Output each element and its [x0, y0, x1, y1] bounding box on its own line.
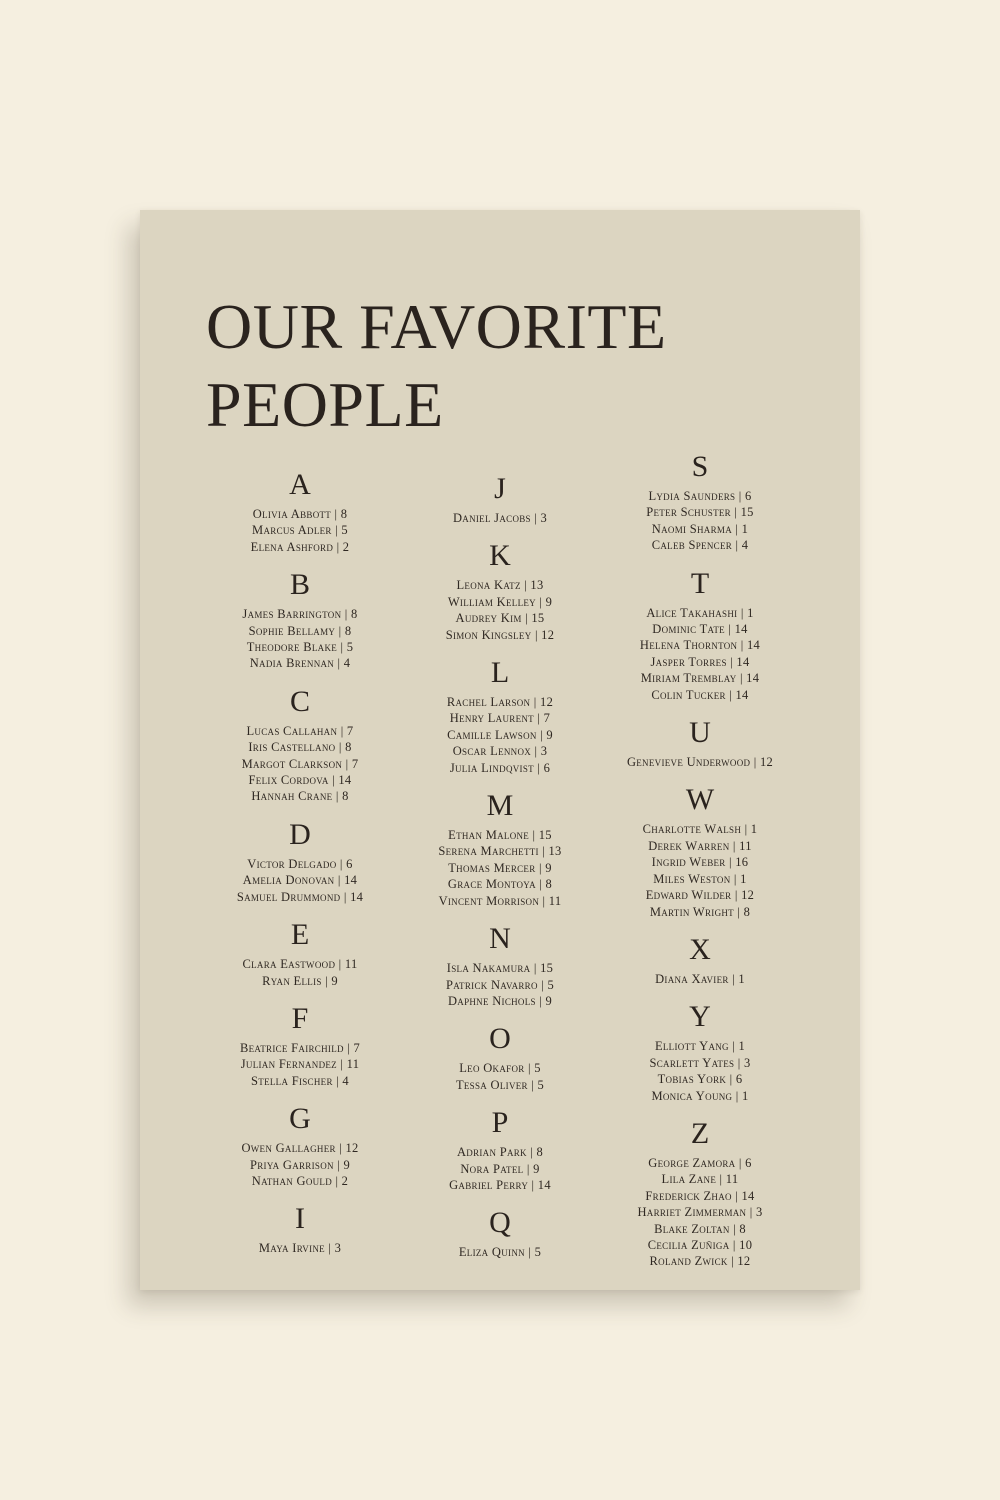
- guest-entry: Naomi Sharma | 1: [651, 521, 749, 536]
- group-letter: I: [295, 1202, 305, 1236]
- guest-entry: Camille Lawson | 9: [447, 727, 553, 742]
- guest-entry: Henry Laurent | 7: [449, 711, 551, 726]
- group-letter: J: [494, 472, 506, 505]
- guest-entry: Margot Clarkson | 7: [241, 756, 359, 771]
- group-letter: F: [291, 1001, 309, 1035]
- group-letter: K: [489, 539, 511, 573]
- group-letter: E: [290, 918, 310, 952]
- seating-chart-poster: [140, 210, 860, 1290]
- guest-entry: Grace Montoya | 8: [447, 877, 553, 892]
- guest-entry: Lucas Callahan | 7: [246, 723, 354, 738]
- guest-entry: Theodore Blake | 5: [246, 640, 354, 655]
- guest-entry: Ingrid Weber | 16: [651, 855, 749, 870]
- guest-entry: Adrian Park | 8: [456, 1145, 544, 1160]
- guest-entry: Hannah Crane | 8: [251, 789, 349, 804]
- guest-entry: Diana Xavier | 1: [655, 971, 745, 986]
- guest-entry: Roland Zwick | 12: [649, 1254, 751, 1269]
- guest-entry: Genevieve Underwood | 12: [626, 755, 774, 770]
- guest-entry: Audrey Kim | 15: [455, 611, 545, 626]
- guest-entry: Isla Nakamura | 15: [446, 961, 554, 976]
- name-list: [580, 971, 820, 987]
- guest-entry: Thomas Mercer | 9: [448, 860, 552, 875]
- guest-entry: Serena Marchetti | 13: [438, 844, 562, 859]
- group-letter: T: [690, 566, 710, 600]
- group-letter: M: [486, 789, 514, 823]
- guest-entry: Oscar Lennox | 3: [452, 744, 548, 759]
- guest-entry: Rachel Larson | 12: [446, 695, 554, 710]
- group-letter: S: [691, 450, 709, 483]
- name-list: [580, 1038, 820, 1104]
- guest-entry: Amelia Donovan | 14: [242, 873, 358, 888]
- title-line-1: OUR FAVORITE: [206, 291, 667, 362]
- group-letter: W: [685, 783, 715, 817]
- group-letter: O: [489, 1022, 511, 1056]
- guest-entry: Jasper Torres | 14: [650, 654, 750, 669]
- group-letter: N: [489, 922, 511, 956]
- group-letter: Y: [689, 1000, 711, 1034]
- guest-entry: Miriam Tremblay | 14: [640, 671, 760, 686]
- guest-entry: Tessa Oliver | 5: [455, 1077, 545, 1092]
- guest-entry: Nora Patel | 9: [460, 1161, 540, 1176]
- name-list: [580, 1155, 820, 1270]
- names-column-3: [580, 450, 820, 1270]
- guest-entry: Ethan Malone | 15: [448, 828, 552, 843]
- guest-entry: Nadia Brennan | 4: [249, 656, 351, 671]
- group-letter: L: [490, 656, 510, 690]
- guest-entry: Priya Garrison | 9: [249, 1157, 350, 1172]
- name-list: [580, 821, 820, 919]
- guest-entry: George Zamora | 6: [648, 1155, 752, 1170]
- guest-entry: Marcus Adler | 5: [252, 523, 348, 538]
- letter-group: [580, 450, 820, 554]
- guest-entry: Leona Katz | 13: [456, 578, 544, 593]
- letter-group: [580, 567, 820, 703]
- guest-entry: Elliott Yang | 1: [654, 1039, 746, 1054]
- guest-entry: Cecilia Zuñiga | 10: [647, 1237, 753, 1252]
- guest-entry: Tobias York | 6: [657, 1072, 743, 1087]
- group-letter: Q: [489, 1206, 511, 1240]
- group-letter: D: [289, 817, 311, 851]
- guest-entry: Victor Delgado | 6: [247, 856, 353, 871]
- guest-entry: Daphne Nichols | 9: [447, 993, 553, 1008]
- guest-entry: Dominic Tate | 14: [652, 622, 748, 637]
- guest-entry: Lydia Saunders | 6: [648, 489, 752, 503]
- guest-entry: Derek Warren | 11: [648, 838, 752, 853]
- guest-entry: Edward Wilder | 12: [645, 888, 755, 903]
- guest-entry: Maya Irvine | 3: [258, 1241, 342, 1256]
- group-letter: Z: [690, 1116, 710, 1150]
- poster-title: [206, 288, 667, 444]
- guest-entry: Beatrice Fairchild | 7: [239, 1040, 360, 1055]
- guest-entry: Julian Fernandez | 11: [240, 1057, 360, 1072]
- guest-entry: Daniel Jacobs | 3: [452, 511, 548, 525]
- guest-entry: Charlotte Walsh | 1: [642, 822, 758, 837]
- guest-entry: Patrick Navarro | 5: [446, 977, 554, 992]
- guest-entry: Stella Fischer | 4: [251, 1073, 349, 1088]
- guest-entry: Iris Castellano | 8: [248, 740, 352, 755]
- guest-entry: Clara Eastwood | 11: [242, 957, 358, 972]
- guest-entry: Helena Thornton | 14: [639, 638, 761, 653]
- guest-entry: Miles Weston | 1: [653, 871, 747, 886]
- group-letter: P: [491, 1106, 509, 1140]
- guest-entry: Gabriel Perry | 14: [449, 1177, 551, 1192]
- letter-group: [580, 716, 820, 770]
- guest-entry: Sophie Bellamy | 8: [248, 623, 352, 638]
- guest-entry: William Kelley | 9: [447, 594, 553, 609]
- guest-entry: James Barrington | 8: [242, 607, 358, 622]
- guest-entry: Caleb Spencer | 4: [651, 538, 749, 553]
- guest-entry: Simon Kingsley | 12: [445, 627, 555, 642]
- title-line-2: PEOPLE: [206, 369, 444, 440]
- group-letter: B: [289, 568, 310, 602]
- guest-entry: Blake Zoltan | 8: [654, 1221, 746, 1236]
- guest-entry: Leo Okafor | 5: [459, 1061, 541, 1076]
- guest-entry: Owen Gallagher | 12: [241, 1141, 359, 1156]
- group-letter: U: [689, 716, 711, 750]
- guest-entry: Martin Wright | 8: [649, 904, 751, 919]
- guest-entry: Samuel Drummond | 14: [236, 889, 364, 904]
- guest-entry: Colin Tucker | 14: [651, 687, 749, 702]
- group-letter: X: [689, 932, 711, 966]
- guest-entry: Alice Takahashi | 1: [646, 605, 754, 620]
- guest-entry: Felix Cordova | 14: [248, 773, 352, 788]
- guest-entry: Harriet Zimmerman | 3: [637, 1205, 763, 1220]
- guest-entry: Vincent Morrison | 11: [438, 893, 562, 908]
- name-list: [580, 754, 820, 770]
- group-letter: A: [289, 468, 311, 501]
- guest-entry: Ryan Ellis | 9: [262, 973, 338, 988]
- letter-group: [580, 783, 820, 919]
- name-list: [580, 488, 820, 554]
- letter-group: [580, 933, 820, 987]
- guest-entry: Eliza Quinn | 5: [458, 1245, 542, 1260]
- guest-entry: Julia Lindqvist | 6: [449, 760, 551, 775]
- name-list: [580, 605, 820, 703]
- guest-entry: Scarlett Yates | 3: [649, 1055, 751, 1070]
- guest-entry: Olivia Abbott | 8: [252, 507, 348, 521]
- guest-entry: Lila Zane | 11: [661, 1172, 739, 1187]
- guest-entry: Elena Ashford | 2: [250, 539, 350, 554]
- group-letter: G: [289, 1102, 311, 1136]
- letter-group: [580, 1000, 820, 1104]
- guest-entry: Frederick Zhao | 14: [645, 1188, 755, 1203]
- letter-group: [580, 1117, 820, 1270]
- guest-entry: Peter Schuster | 15: [646, 505, 754, 520]
- group-letter: C: [289, 684, 310, 718]
- guest-entry: Nathan Gould | 2: [251, 1173, 349, 1188]
- guest-entry: Monica Young | 1: [651, 1088, 749, 1103]
